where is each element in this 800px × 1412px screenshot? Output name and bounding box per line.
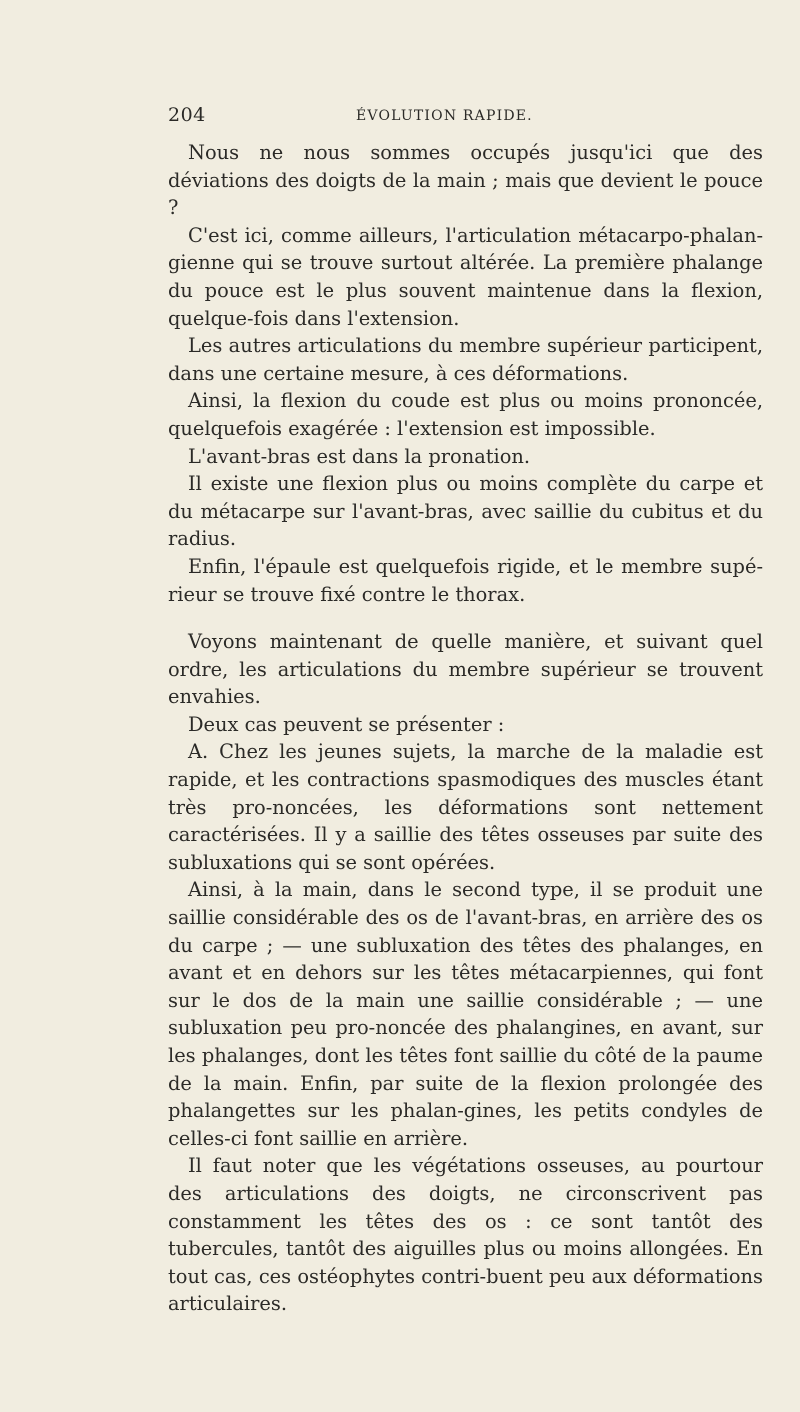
paragraph: C'est ici, comme ailleurs, l'articulation métacarpo-phalan-gienne qui se trouve surtout altérée. La première phalange du pouce est le plus souvent maintenue dans la flexion, quelque-fois dans l'extension. <box>168 223 763 330</box>
paragraph: Deux cas peuvent se présenter : <box>188 712 505 736</box>
paragraph: Enfin, l'épaule est quelquefois rigide, et le membre supé-rieur se trouve fixé contre le thorax. <box>168 554 763 606</box>
paragraph: A. Chez les jeunes sujets, la marche de la maladie est rapide, et les contractions spasmodiques des muscles étant très pro-noncées, les déformations sont nettement caractérisées. Il y a saillie des têtes osseuses par suite des subluxations qui se sont opérées. <box>168 740 763 874</box>
paragraph: Nous ne nous sommes occupés jusqu'ici que des déviations des doigts de la main ; mais que devient le pouce ? <box>168 141 763 220</box>
page-number: 204 <box>168 104 206 126</box>
paragraph: Il faut noter que les végétations osseuses, au pourtour des articulations des doigts, ne circonscrivent pas constamment les têtes des os : ce sont tantôt des tubercules, tantôt des aiguilles plus ou moins allongées. En tout cas, ces ostéophytes contri-buent peu aux déformations articulaires. <box>168 1154 763 1316</box>
running-title: ÉVOLUTION RAPIDE. <box>356 108 533 124</box>
paragraph: Voyons maintenant de quelle manière, et suivant quel ordre, les articulations du membre supérieur se trouvent envahies. <box>168 630 763 709</box>
paragraph: Il existe une flexion plus ou moins complète du carpe et du métacarpe sur l'avant-bras, avec saillie du cubitus et du radius. <box>168 472 763 551</box>
text-body <box>168 139 763 1318</box>
page-header <box>168 104 764 134</box>
paragraph: L'avant-bras est dans la pronation. <box>188 444 531 468</box>
paragraph: Ainsi, à la main, dans le second type, il se produit une saillie considérable des os de l'avant-bras, en arrière des os du carpe ; — une subluxation des têtes des phalanges, en avant et en dehors sur les têtes métacarpiennes, qui font sur le dos de la main une saillie considérable ; — une subluxation peu pro-noncée des phalangines, en avant, sur les phalanges, dont les têtes font saillie du côté de la paume de la main. Enfin, par suite de la flexion prolongée des phalangettes sur les phalan-gines, les petits condyles de celles-ci font saillie en arrière. <box>168 878 763 1150</box>
paragraph: Ainsi, la flexion du coude est plus ou moins prononcée, quelquefois exagérée : l'extension est impossible. <box>168 389 763 440</box>
paragraph: Les autres articulations du membre supérieur participent, dans une certaine mesure, à ces déformations. <box>168 334 763 385</box>
